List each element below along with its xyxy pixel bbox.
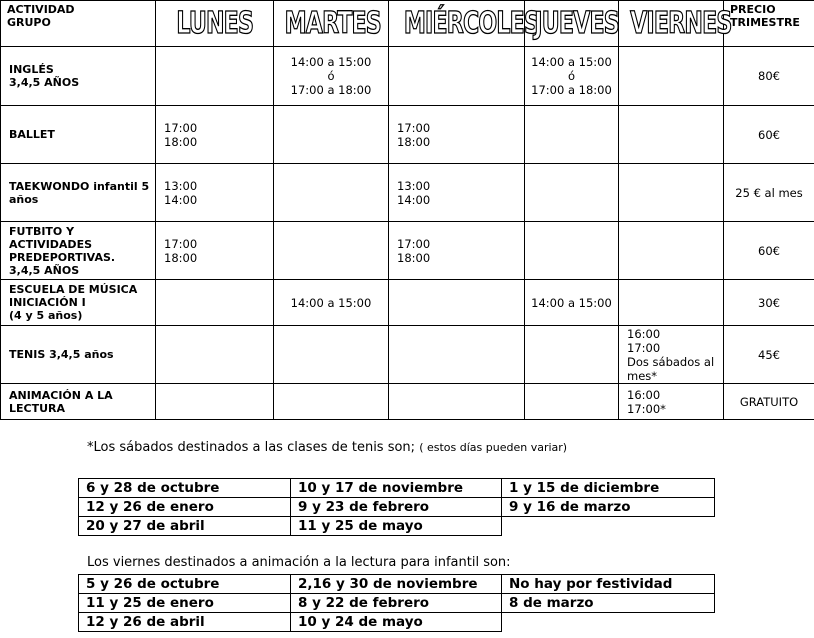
schedule-cell-viernes bbox=[619, 47, 724, 106]
day-header bbox=[619, 1, 732, 47]
activity-name-line: LECTURA bbox=[9, 401, 66, 415]
schedule-cell-martes bbox=[274, 222, 389, 280]
day-header bbox=[525, 1, 619, 47]
schedule-cell-martes bbox=[274, 164, 389, 222]
schedule-cell-jueves bbox=[525, 106, 619, 164]
schedule-cell-jueves bbox=[525, 280, 619, 326]
day-label: LUNES bbox=[176, 6, 253, 41]
lectura-date-cell: 11 y 25 de enero bbox=[79, 594, 291, 613]
tenis-date-cell: 1 y 15 de diciembre bbox=[502, 479, 715, 498]
schedule-cell-martes bbox=[274, 106, 389, 164]
schedule-viernes-line: 16:00 bbox=[627, 387, 661, 402]
schedule-miercoles-line: 14:00 bbox=[397, 192, 431, 207]
header-price bbox=[724, 1, 814, 47]
activity-name-line: (4 y 5 años) bbox=[9, 309, 83, 322]
tenis-date-row bbox=[79, 479, 715, 498]
lectura-date-cell: 2,16 y 30 de noviembre bbox=[291, 575, 502, 594]
schedule-viernes-line: 16:00 bbox=[627, 326, 661, 341]
lectura-date-row bbox=[79, 613, 715, 632]
activity-row bbox=[1, 222, 814, 280]
tenis-date-cell: 10 y 17 de noviembre bbox=[291, 479, 502, 498]
schedule-miercoles-line: 17:00 bbox=[397, 120, 431, 135]
header-price-line: PRECIO bbox=[730, 3, 776, 16]
day-header bbox=[389, 1, 540, 47]
schedule-cell-jueves bbox=[525, 222, 619, 280]
day-label: MARTES bbox=[284, 6, 381, 41]
schedule-lunes-line: 13:00 bbox=[164, 178, 198, 193]
activity-name-line: ANIMACIÓN A LA bbox=[9, 388, 113, 402]
schedule-cell-jueves bbox=[525, 164, 619, 222]
activity-row bbox=[1, 280, 814, 326]
lectura-date-row bbox=[79, 594, 715, 613]
schedule-martes-line: 14:00 a 15:00 bbox=[290, 55, 372, 69]
schedule-miercoles-line: 18:00 bbox=[397, 134, 431, 149]
lectura-date-cell: 8 y 22 de febrero bbox=[291, 594, 502, 613]
header-activity bbox=[1, 1, 156, 47]
lectura-date-cell: 10 y 24 de mayo bbox=[291, 613, 502, 632]
header-activity-line: GRUPO bbox=[7, 16, 51, 29]
schedule-martes-line: ó bbox=[327, 69, 335, 83]
schedule-cell-miercoles bbox=[389, 164, 525, 222]
tenis-note-main: *Los sábados destinados a las clases de tenis son; bbox=[87, 440, 420, 455]
tenis-dates-table bbox=[78, 478, 715, 536]
schedule-miercoles-line: 18:00 bbox=[397, 250, 431, 265]
activity-name-line: TAEKWONDO infantil 5 bbox=[9, 179, 150, 193]
activity-name-line: INICIACIÓN I bbox=[9, 296, 86, 309]
schedule-cell-viernes bbox=[619, 326, 724, 384]
schedule-viernes-line: mes* bbox=[627, 368, 658, 383]
schedule-cell-miercoles bbox=[389, 222, 525, 280]
day-header bbox=[274, 1, 389, 47]
tenis-date-cell: 20 y 27 de abril bbox=[79, 517, 291, 536]
price-cell: GRATUITO bbox=[724, 384, 814, 420]
activity-name-line: ESCUELA DE MÚSICA bbox=[9, 283, 138, 296]
schedule-cell-jueves bbox=[525, 384, 619, 420]
schedule-cell-lunes bbox=[156, 280, 274, 326]
schedule-lunes-line: 17:00 bbox=[164, 236, 198, 251]
schedule-cell-lunes bbox=[156, 106, 274, 164]
schedule-lunes-line: 17:00 bbox=[164, 120, 198, 135]
activity-name bbox=[1, 326, 156, 384]
activity-name bbox=[1, 106, 156, 164]
activity-row bbox=[1, 326, 814, 384]
schedule-cell-lunes bbox=[156, 222, 274, 280]
tenis-date-cell: 11 y 25 de mayo bbox=[291, 517, 502, 536]
schedule-cell-viernes bbox=[619, 222, 724, 280]
activity-row bbox=[1, 106, 814, 164]
activity-name-line: 3,4,5 AÑOS bbox=[9, 76, 80, 89]
schedule-cell-lunes bbox=[156, 164, 274, 222]
schedule-lunes-line: 18:00 bbox=[164, 134, 198, 149]
activity-name bbox=[1, 222, 156, 280]
schedule-jueves-line: 14:00 a 15:00 bbox=[531, 295, 612, 310]
price-cell: 45€ bbox=[724, 326, 814, 384]
schedule-cell-martes bbox=[274, 384, 389, 420]
schedule-cell-jueves bbox=[525, 326, 619, 384]
header-price-line: TRIMESTRE bbox=[730, 16, 800, 29]
schedule-lunes-line: 18:00 bbox=[164, 250, 198, 265]
tenis-date-cell: 9 y 16 de marzo bbox=[502, 498, 715, 517]
activity-name-line: 3,4,5 AÑOS bbox=[9, 263, 80, 277]
tenis-date-cell: 12 y 26 de enero bbox=[79, 498, 291, 517]
schedule-cell-viernes bbox=[619, 280, 724, 326]
lectura-dates-table bbox=[78, 574, 715, 632]
lectura-date-cell bbox=[502, 613, 715, 632]
lectura-date-cell: 5 y 26 de octubre bbox=[79, 575, 291, 594]
lectura-date-cell: 12 y 26 de abril bbox=[79, 613, 291, 632]
activity-name-line: BALLET bbox=[9, 128, 55, 141]
tenis-date-row bbox=[79, 517, 715, 536]
schedule-cell-miercoles bbox=[389, 326, 525, 384]
schedule-cell-lunes bbox=[156, 384, 274, 420]
activity-name-line: PREDEPORTIVAS. bbox=[9, 250, 116, 264]
activity-name-line: TENIS 3,4,5 años bbox=[9, 348, 114, 361]
activity-name-line: FUTBITO Y ACTIVIDADES bbox=[9, 224, 92, 251]
schedule-miercoles-line: 13:00 bbox=[397, 178, 431, 193]
schedule-cell-jueves bbox=[525, 47, 619, 106]
lectura-date-cell: 8 de marzo bbox=[502, 594, 715, 613]
schedule-jueves-line: 14:00 a 15:00 bbox=[531, 55, 612, 69]
lectura-note: Los viernes destinados a animación a la lectura para infantil son: bbox=[87, 555, 511, 570]
schedule-cell-miercoles bbox=[389, 47, 525, 106]
schedule-lunes-line: 14:00 bbox=[164, 192, 198, 207]
schedule-cell-viernes bbox=[619, 384, 724, 420]
schedule-cell-martes bbox=[274, 280, 389, 326]
day-label: MIÉRCOLES bbox=[403, 6, 540, 41]
activity-name-line: años bbox=[9, 192, 39, 206]
schedule-cell-lunes bbox=[156, 326, 274, 384]
price-cell: 60€ bbox=[724, 222, 814, 280]
day-label: VIERNES bbox=[630, 6, 732, 41]
tenis-date-cell: 6 y 28 de octubre bbox=[79, 479, 291, 498]
schedule-cell-lunes bbox=[156, 47, 274, 106]
header-activity-line: ACTIVIDAD bbox=[7, 3, 75, 16]
schedule-viernes-line: 17:00 bbox=[627, 340, 661, 355]
price-cell: 30€ bbox=[724, 280, 814, 326]
schedule-cell-viernes bbox=[619, 164, 724, 222]
activity-name bbox=[1, 280, 156, 326]
schedule-cell-martes bbox=[274, 326, 389, 384]
activity-name bbox=[1, 384, 156, 420]
tenis-date-cell: 9 y 23 de febrero bbox=[291, 498, 502, 517]
activity-row bbox=[1, 384, 814, 420]
schedule-cell-miercoles bbox=[389, 280, 525, 326]
activity-name bbox=[1, 47, 156, 106]
lectura-date-cell: No hay por festividad bbox=[502, 575, 715, 594]
schedule-martes-line: 17:00 a 18:00 bbox=[290, 83, 372, 97]
tenis-date-cell bbox=[502, 517, 715, 536]
schedule-jueves-line: 17:00 a 18:00 bbox=[531, 83, 612, 97]
day-header bbox=[156, 1, 274, 47]
schedule-cell-miercoles bbox=[389, 106, 525, 164]
tenis-note-small: ( estos días pueden variar) bbox=[419, 441, 568, 454]
schedule-cell-miercoles bbox=[389, 384, 525, 420]
day-label: JUEVES bbox=[534, 6, 619, 41]
price-cell: 60€ bbox=[724, 106, 814, 164]
activity-row bbox=[1, 164, 814, 222]
schedule-miercoles-line: 17:00 bbox=[397, 236, 431, 251]
schedule-cell-martes bbox=[274, 47, 389, 106]
schedule-viernes-line: Dos sábados al bbox=[627, 354, 715, 369]
tenis-note bbox=[87, 440, 567, 455]
price-cell: 80€ bbox=[724, 47, 814, 106]
tenis-date-row bbox=[79, 498, 715, 517]
activity-row bbox=[1, 47, 814, 106]
header-row bbox=[1, 1, 814, 47]
activity-name bbox=[1, 164, 156, 222]
schedule-cell-viernes bbox=[619, 106, 724, 164]
schedule-jueves-line: ó bbox=[567, 69, 576, 83]
lectura-date-row bbox=[79, 575, 715, 594]
activity-name-line: INGLÉS bbox=[9, 63, 54, 76]
price-cell: 25 € al mes bbox=[724, 164, 814, 222]
schedule-martes-line: 14:00 a 15:00 bbox=[290, 295, 372, 310]
schedule-viernes-line: 17:00* bbox=[627, 401, 666, 416]
